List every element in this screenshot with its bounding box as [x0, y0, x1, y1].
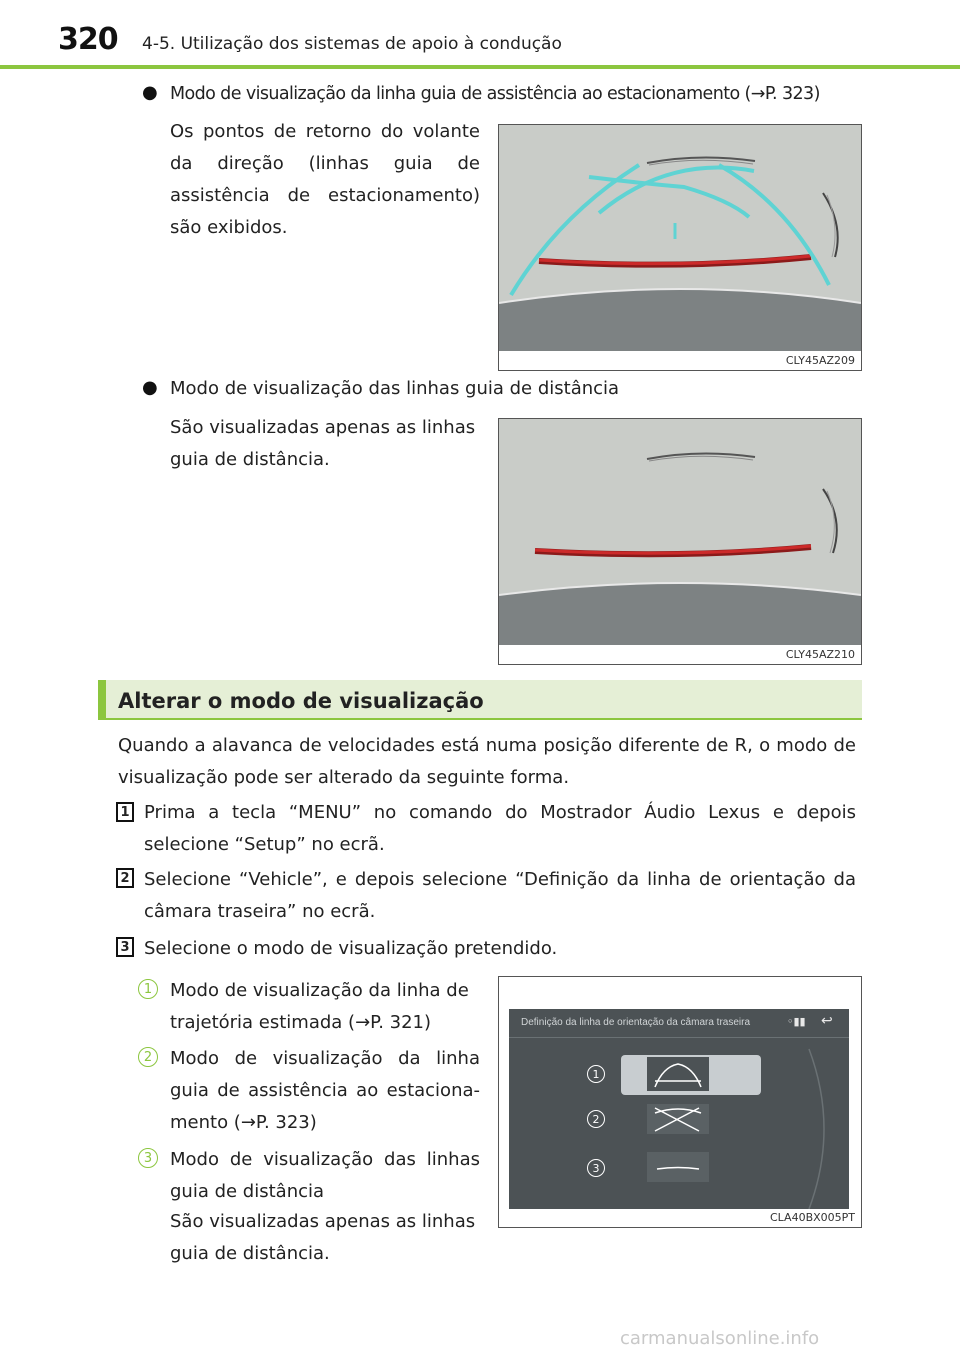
option-3-text: Modo de visualização das linhas guia de distância — [170, 1149, 480, 1202]
option-number-2: 2 — [138, 1047, 158, 1067]
step-number-2: 2 — [116, 868, 134, 888]
option-2-text: Modo de visualização da linha guia de assistência ao estaciona-mento (→P. 323) — [170, 1048, 480, 1133]
step-3-text: Selecione o modo de visualização pretendido. — [144, 938, 558, 959]
section-title: 4-5. Utilização dos sistemas de apoio à condução — [142, 34, 562, 54]
rear-camera-distance-lines-image — [499, 419, 861, 664]
item-title-parking-assist: Modo de visualização da linha guia de assistência ao estacionamento (→P. 323) — [170, 84, 820, 104]
figure-code: CLY45AZ210 — [785, 648, 855, 661]
option-3-note: São visualizadas apenas as linhas guia de distância. — [170, 1211, 476, 1264]
section-intro: Quando a alavanca de velocidades está numa posição diferente de R, o modo de visualização pode ser alterado da seguinte forma. — [118, 735, 856, 788]
section-heading: Alterar o modo de visualização — [118, 689, 484, 713]
screen-callout-1: 1 — [587, 1065, 605, 1083]
figure-distance-lines — [498, 418, 862, 665]
figure-parking-assist — [498, 124, 862, 371]
signal-status-icon: ◦▮▮ — [787, 1015, 806, 1028]
step-2-text: Selecione “Vehicle”, e depois selecione “Definição da linha de orientação da câmara traseira” no ecrã. — [144, 869, 856, 922]
step-number-1: 1 — [116, 802, 134, 822]
figure-display-screen — [498, 976, 862, 1228]
option-number-3: 3 — [138, 1148, 158, 1168]
figure-code: CLA40BX005PT — [769, 1211, 855, 1224]
screen-callout-3: 3 — [587, 1159, 605, 1177]
back-icon[interactable]: ↩ — [821, 1013, 833, 1029]
page-number: 320 — [58, 22, 118, 57]
header-rule — [0, 65, 960, 69]
step-number-3: 3 — [116, 937, 134, 957]
screen-title: Definição da linha de orientação da câmara traseira — [521, 1017, 751, 1028]
item-title-distance-lines: Modo de visualização das linhas guia de distância — [170, 378, 620, 399]
screen-graphics — [509, 1009, 849, 1209]
rear-camera-parking-assist-image — [499, 125, 861, 370]
item-description-distance-lines: São visualizadas apenas as linhas guia de distância. — [170, 417, 476, 470]
item-description-parking-assist: Os pontos de retorno do volante da direção (linhas guia de assistência de estacionamento) são exibidos. — [170, 121, 480, 238]
screen-callout-2: 2 — [587, 1110, 605, 1128]
option-1-text: Modo de visualização da linha de trajetória estimada (→P. 321) — [170, 980, 469, 1033]
bullet-icon: ● — [142, 82, 158, 103]
display-screen — [509, 1009, 849, 1209]
option-number-1: 1 — [138, 979, 158, 999]
watermark: carmanualsonline.info — [620, 1328, 820, 1349]
bullet-icon: ● — [142, 377, 158, 398]
figure-code: CLY45AZ209 — [785, 354, 855, 367]
step-1-text: Prima a tecla “MENU” no comando do Mostrador Áudio Lexus e depois selecione “Setup” no ecrã. — [144, 802, 856, 855]
